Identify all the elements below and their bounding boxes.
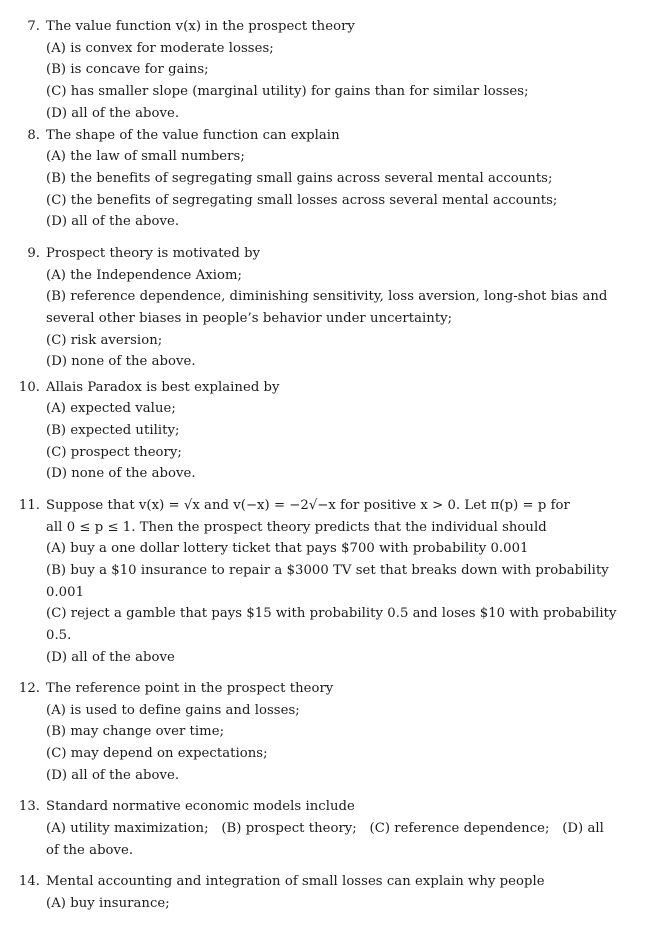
question-number: 7. bbox=[27, 19, 40, 34]
option-d: (D) none of the above. bbox=[46, 354, 196, 369]
option-a: (A) buy insurance; bbox=[46, 896, 170, 911]
question-number: 9. bbox=[27, 246, 40, 261]
option-b-continued: several other biases in people’s behavior under uncertainty; bbox=[46, 311, 453, 326]
option-b: (B) is concave for gains; bbox=[46, 62, 209, 77]
question-stem: Allais Paradox is best explained by bbox=[46, 380, 280, 395]
option-a: (A) expected value; bbox=[46, 401, 176, 416]
option-d: (D) none of the above. bbox=[46, 466, 196, 481]
option-a: (A) the Independence Axiom; bbox=[46, 268, 243, 283]
option-b: (B) reference dependence, diminishing sensitivity, loss aversion, long-shot bias and bbox=[46, 289, 608, 304]
option-b: (B) expected utility; bbox=[46, 423, 180, 438]
option-c: (C) the benefits of segregating small losses across several mental accounts; bbox=[46, 193, 558, 208]
option-b: (B) may change over time; bbox=[46, 724, 225, 739]
options-inline-continued: of the above. bbox=[46, 843, 134, 858]
question-stem: Suppose that v(x) = √x and v(−x) = −2√−x for positive x > 0. Let π(p) = p for bbox=[46, 498, 570, 513]
option-a: (A) the law of small numbers; bbox=[46, 149, 245, 164]
option-d: (D) all of the above. bbox=[46, 106, 180, 121]
question-stem: The value function v(x) in the prospect theory bbox=[46, 19, 355, 34]
question-number: 12. bbox=[18, 681, 40, 696]
question-stem: Mental accounting and integration of small losses can explain why people bbox=[46, 874, 545, 889]
option-a: (A) is used to define gains and losses; bbox=[46, 703, 300, 718]
option-c: (C) prospect theory; bbox=[46, 445, 182, 460]
option-b: (B) the benefits of segregating small gains across several mental accounts; bbox=[46, 171, 553, 186]
option-b-continued: 0.001 bbox=[46, 585, 85, 600]
options-inline: (A) utility maximization; (B) prospect theory; (C) reference dependence; (D) all bbox=[46, 821, 604, 836]
question-stem: Standard normative economic models include bbox=[46, 799, 355, 814]
option-a: (A) buy a one dollar lottery ticket that pays $700 with probability 0.001 bbox=[46, 541, 529, 556]
question-number: 8. bbox=[27, 128, 40, 143]
option-a: (A) is convex for moderate losses; bbox=[46, 41, 274, 56]
question-number: 11. bbox=[18, 498, 40, 513]
option-d: (D) all of the above bbox=[46, 650, 175, 665]
option-d: (D) all of the above. bbox=[46, 214, 180, 229]
option-d: (D) all of the above. bbox=[46, 768, 180, 783]
question-stem: The shape of the value function can explain bbox=[46, 128, 340, 143]
option-c: (C) risk aversion; bbox=[46, 333, 163, 348]
question-stem: Prospect theory is motivated by bbox=[46, 246, 261, 261]
question-number: 13. bbox=[18, 799, 40, 814]
question-number: 10. bbox=[18, 380, 40, 395]
option-c: (C) reject a gamble that pays $15 with probability 0.5 and loses $10 with probability bbox=[46, 606, 617, 621]
option-c: (C) may depend on expectations; bbox=[46, 746, 268, 761]
option-c-continued: 0.5. bbox=[46, 628, 72, 643]
question-number: 14. bbox=[18, 874, 40, 889]
option-c: (C) has smaller slope (marginal utility) for gains than for similar losses; bbox=[46, 84, 529, 99]
option-b: (B) buy a $10 insurance to repair a $3000 TV set that breaks down with probability bbox=[46, 563, 609, 578]
question-stem-continued: all 0 ≤ p ≤ 1. Then the prospect theory predicts that the individual should bbox=[46, 520, 547, 535]
question-stem: The reference point in the prospect theory bbox=[46, 681, 334, 696]
